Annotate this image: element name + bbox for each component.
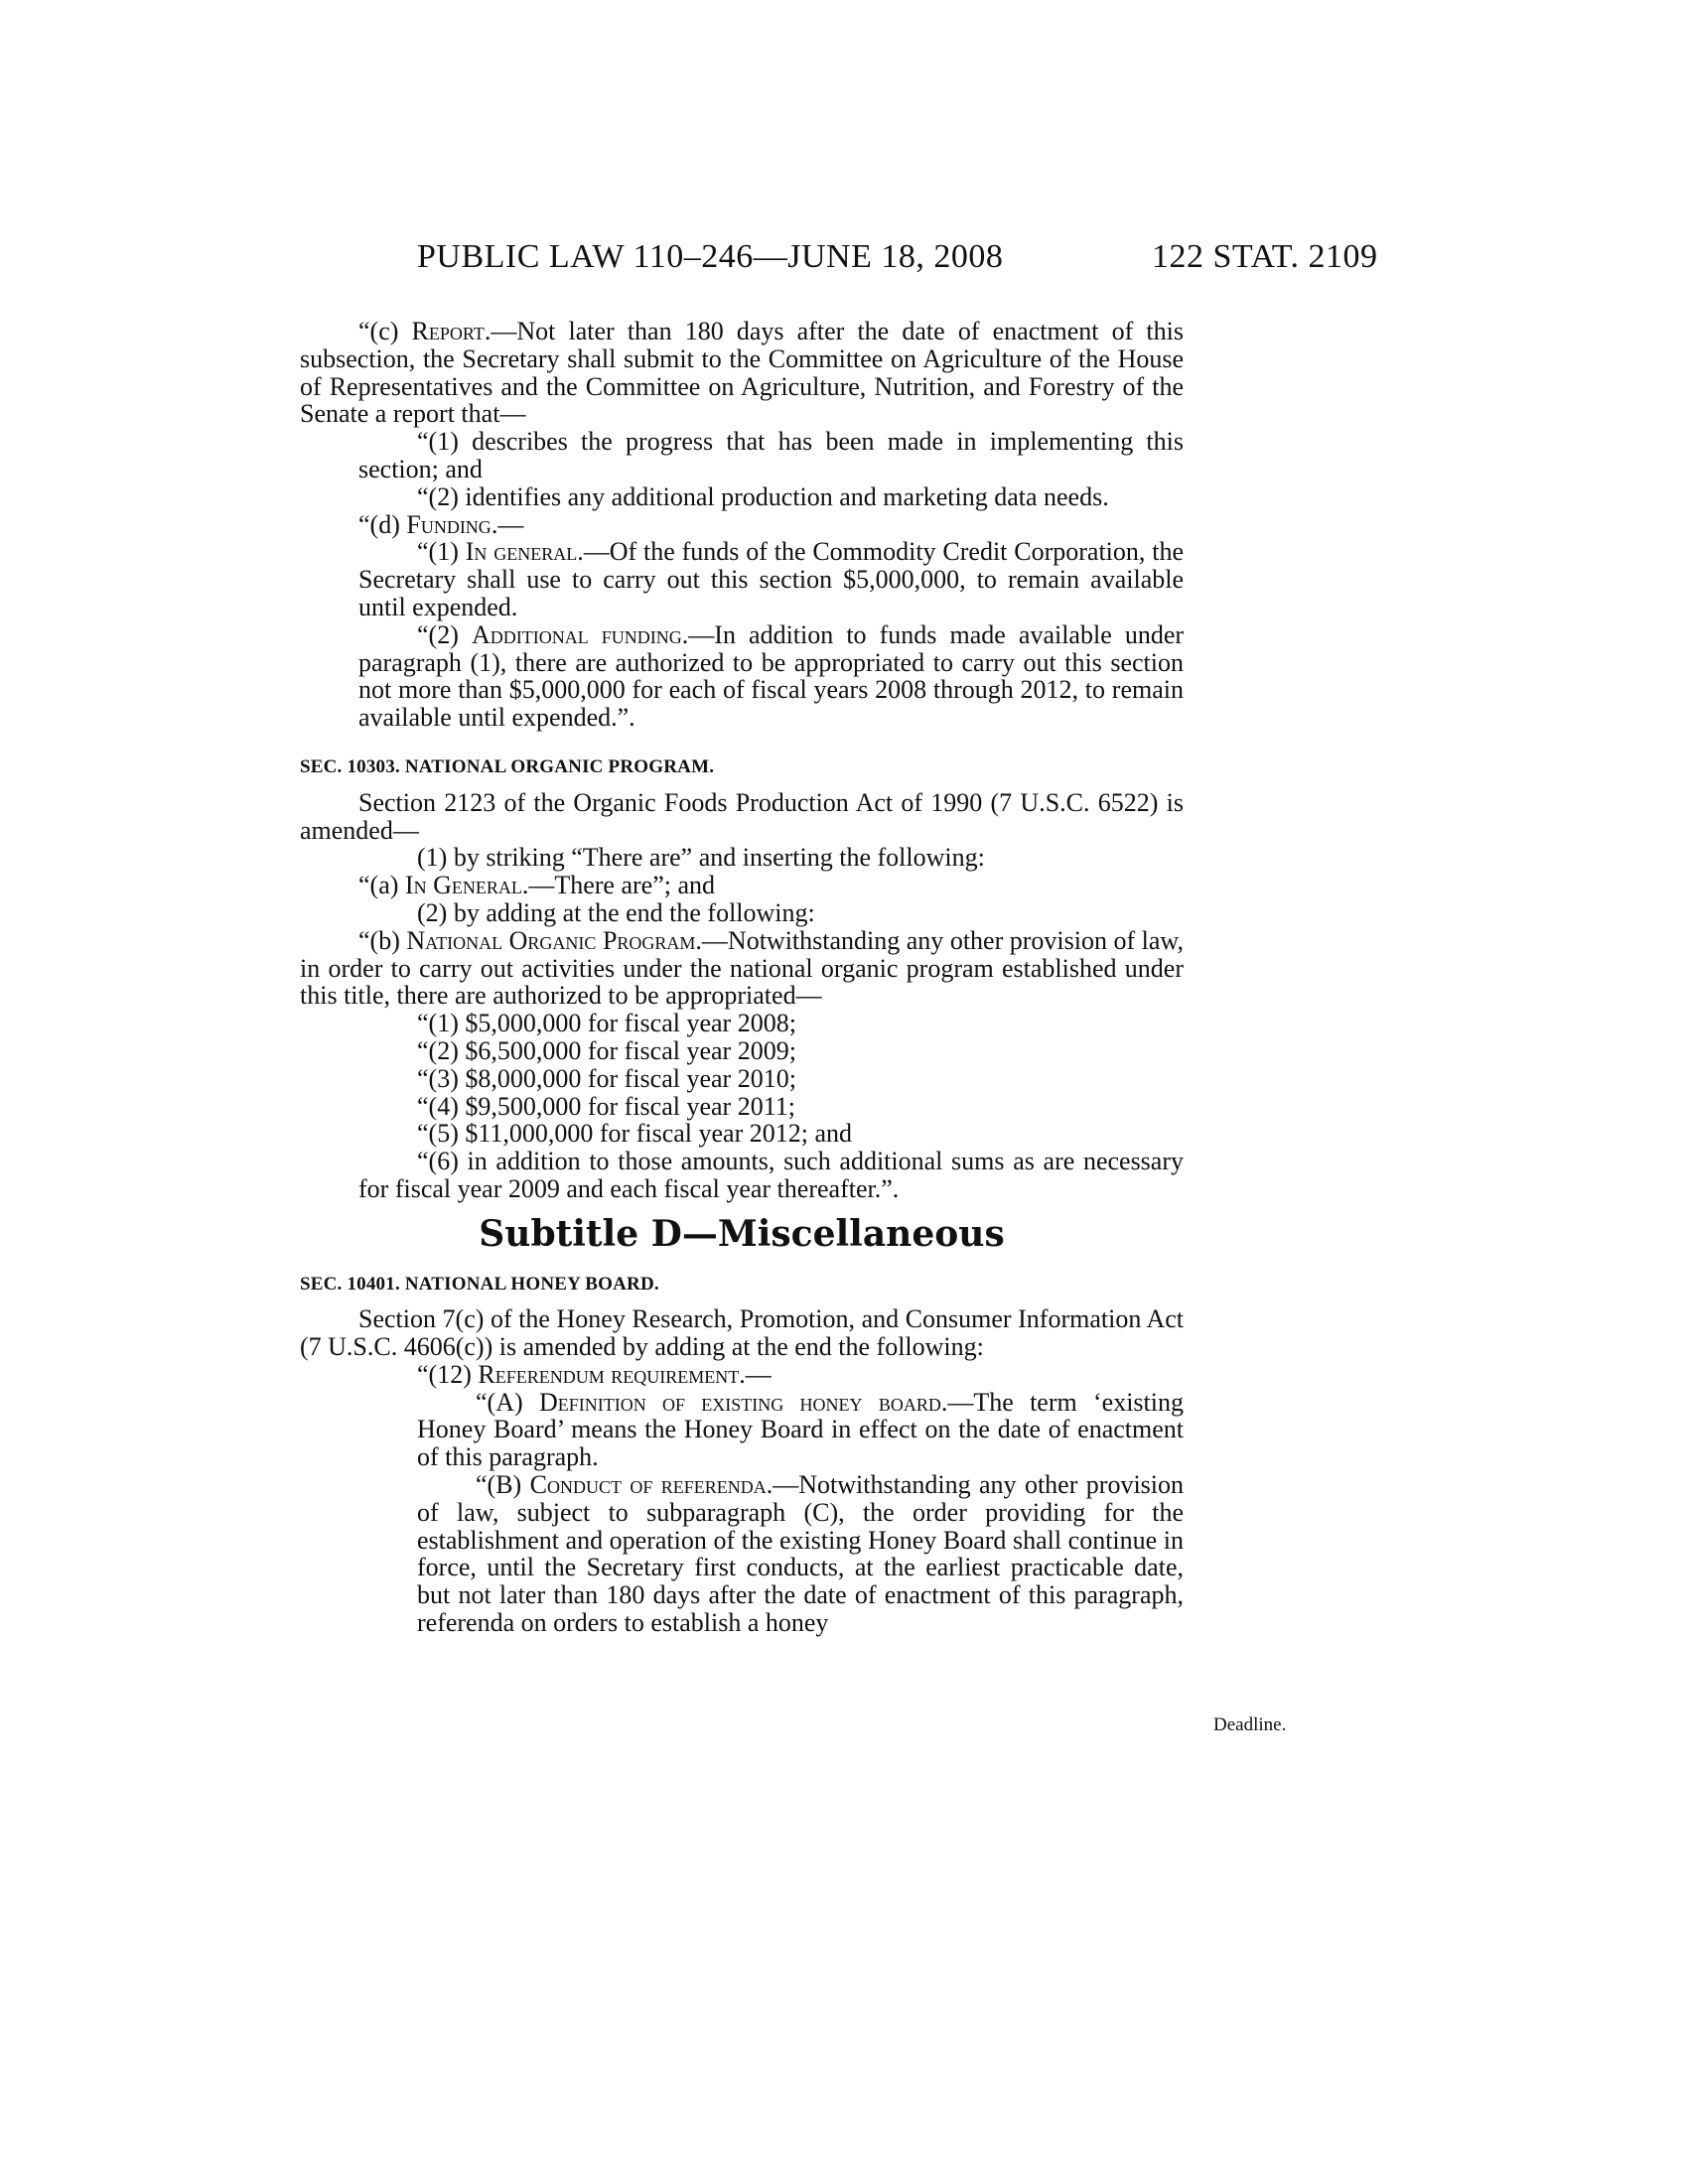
section-heading-10303: SEC. 10303. NATIONAL ORGANIC PROGRAM. xyxy=(300,755,715,777)
section-heading-10401: SEC. 10401. NATIONAL HONEY BOARD. xyxy=(300,1273,659,1295)
paragraph-d1-text: .—Of the funds of the Commodity Credit Corporation, the Secretary shall use to carry out this section $5,000,000, to remain available until expended. xyxy=(358,537,1184,621)
paragraph-c1: “(1) describes the progress that has been made in implementing this section; and xyxy=(358,427,1184,483)
subsection-d-lead: “(d) xyxy=(358,509,407,539)
section-10303-item-1: (1) by striking “There are” and inserting the following: xyxy=(417,843,985,873)
subsection-d-text: .— xyxy=(491,509,524,539)
paragraph-12-lead: “(12) xyxy=(417,1359,479,1389)
subparagraph-B-lead: “(B) xyxy=(476,1470,530,1500)
section-10401-intro: Section 7(c) of the Honey Research, Promotion, and Consumer Information Act (7 U.S.C. 4606(c)) is amended by adding at the end the following: xyxy=(300,1304,1184,1362)
paragraph-d2-heading: Additional funding xyxy=(471,619,682,649)
subparagraph-B-text: .—Notwithstanding any other provision of law, subject to subparagraph (C), the order providing for the establishment and operation of the existing Honey Board shall continue in force, until the Secretary first conducts, at the earliest practicable date, but not later than 180 days after the date of enactment of this paragraph, referenda on orders to establish a honey xyxy=(417,1470,1185,1638)
subparagraph-A-text: .—The term ‘existing Honey Board’ means the Honey Board in effect on the date of enactment of this paragraph. xyxy=(417,1387,1184,1472)
paragraph-c2: “(2) identifies any additional production and marketing data needs. xyxy=(417,481,1109,511)
subsection-b-text: .—Notwithstanding any other provision of law, in order to carry out activities under the national organic program established under this title, there are authorized to be appropriated— xyxy=(300,925,1185,1011)
section-10303-subsection-b xyxy=(300,927,1184,1010)
subsection-a-lead: “(a) xyxy=(358,871,405,900)
paragraph-d1 xyxy=(300,538,1184,620)
appropriation-item: “(5) $11,000,000 for fiscal year 2012; and xyxy=(417,1119,853,1149)
subsection-c-text: .—Not later than 180 days after the date of enactment of this subsection, the Secretary shall submit to the Committee on Agriculture of the House of Representatives and the Committee on Agriculture, Nutrition, and Forestry of the Senate a report that— xyxy=(300,317,1184,429)
running-header-left: PUBLIC LAW 110–246—JUNE 18, 2008 xyxy=(417,238,1004,275)
section-10303-subsection-a xyxy=(300,872,1184,899)
paragraph-d1-heading: In general xyxy=(465,537,578,567)
paragraph-d2-lead: “(2) xyxy=(417,619,472,649)
paragraph-12-text: .— xyxy=(739,1359,772,1389)
subsection-b-lead: “(b) xyxy=(358,925,407,955)
subsection-c-lead: “(c) xyxy=(358,317,412,345)
paragraph-d2-text: .—In addition to funds made available under paragraph (1), there are authorized to be appropriated to carry out this section not more than $5,000,000 for each of fiscal years 2008 through 2012, to remain available until expended.”. xyxy=(358,619,1185,733)
appropriation-item: “(2) $6,500,000 for fiscal year 2009; xyxy=(417,1035,796,1065)
document-body xyxy=(300,318,1184,1637)
subparagraph-A-heading: Definition of existing honey board xyxy=(538,1387,941,1417)
paragraph-12-heading: Referendum requirement xyxy=(478,1359,740,1389)
subparagraph-A xyxy=(300,1389,1184,1471)
subsection-b-heading: National Organic Program xyxy=(406,925,696,955)
subsection-a-text: .—There are”; and xyxy=(521,871,716,900)
subsection-d xyxy=(300,511,1184,539)
paragraph-d1-lead: “(1) xyxy=(417,537,466,567)
subtitle-heading: Subtitle D—Miscellaneous xyxy=(479,1212,1005,1255)
subparagraph-A-lead: “(A) xyxy=(476,1387,539,1417)
section-10303-intro: Section 2123 of the Organic Foods Production Act of 1990 (7 U.S.C. 6522) is amended— xyxy=(300,787,1184,845)
subsection-c-heading: Report xyxy=(411,317,485,345)
subsection-d-heading: Funding xyxy=(406,509,492,539)
appropriation-item: “(4) $9,500,000 for fiscal year 2011; xyxy=(417,1091,795,1121)
subparagraph-B-heading: Conduct of referenda xyxy=(529,1470,767,1500)
subsection-c xyxy=(300,318,1184,428)
appropriation-item-6: “(6) in addition to those amounts, such additional sums as are necessary for fiscal year 2009 and each fiscal year thereafter.”. xyxy=(358,1147,1184,1203)
margin-note-deadline: Deadline. xyxy=(1213,1714,1287,1735)
page-citation: 122 STAT. 2109 xyxy=(1152,238,1378,275)
subparagraph-B xyxy=(300,1471,1184,1637)
paragraph-d2 xyxy=(300,621,1184,732)
subsection-a-heading: In General xyxy=(404,871,522,900)
appropriation-item: “(3) $8,000,000 for fiscal year 2010; xyxy=(417,1063,796,1093)
appropriation-item: “(1) $5,000,000 for fiscal year 2008; xyxy=(417,1009,796,1038)
section-10303-item-2: (2) by adding at the end the following: xyxy=(417,897,815,927)
paragraph-12 xyxy=(300,1361,1184,1389)
